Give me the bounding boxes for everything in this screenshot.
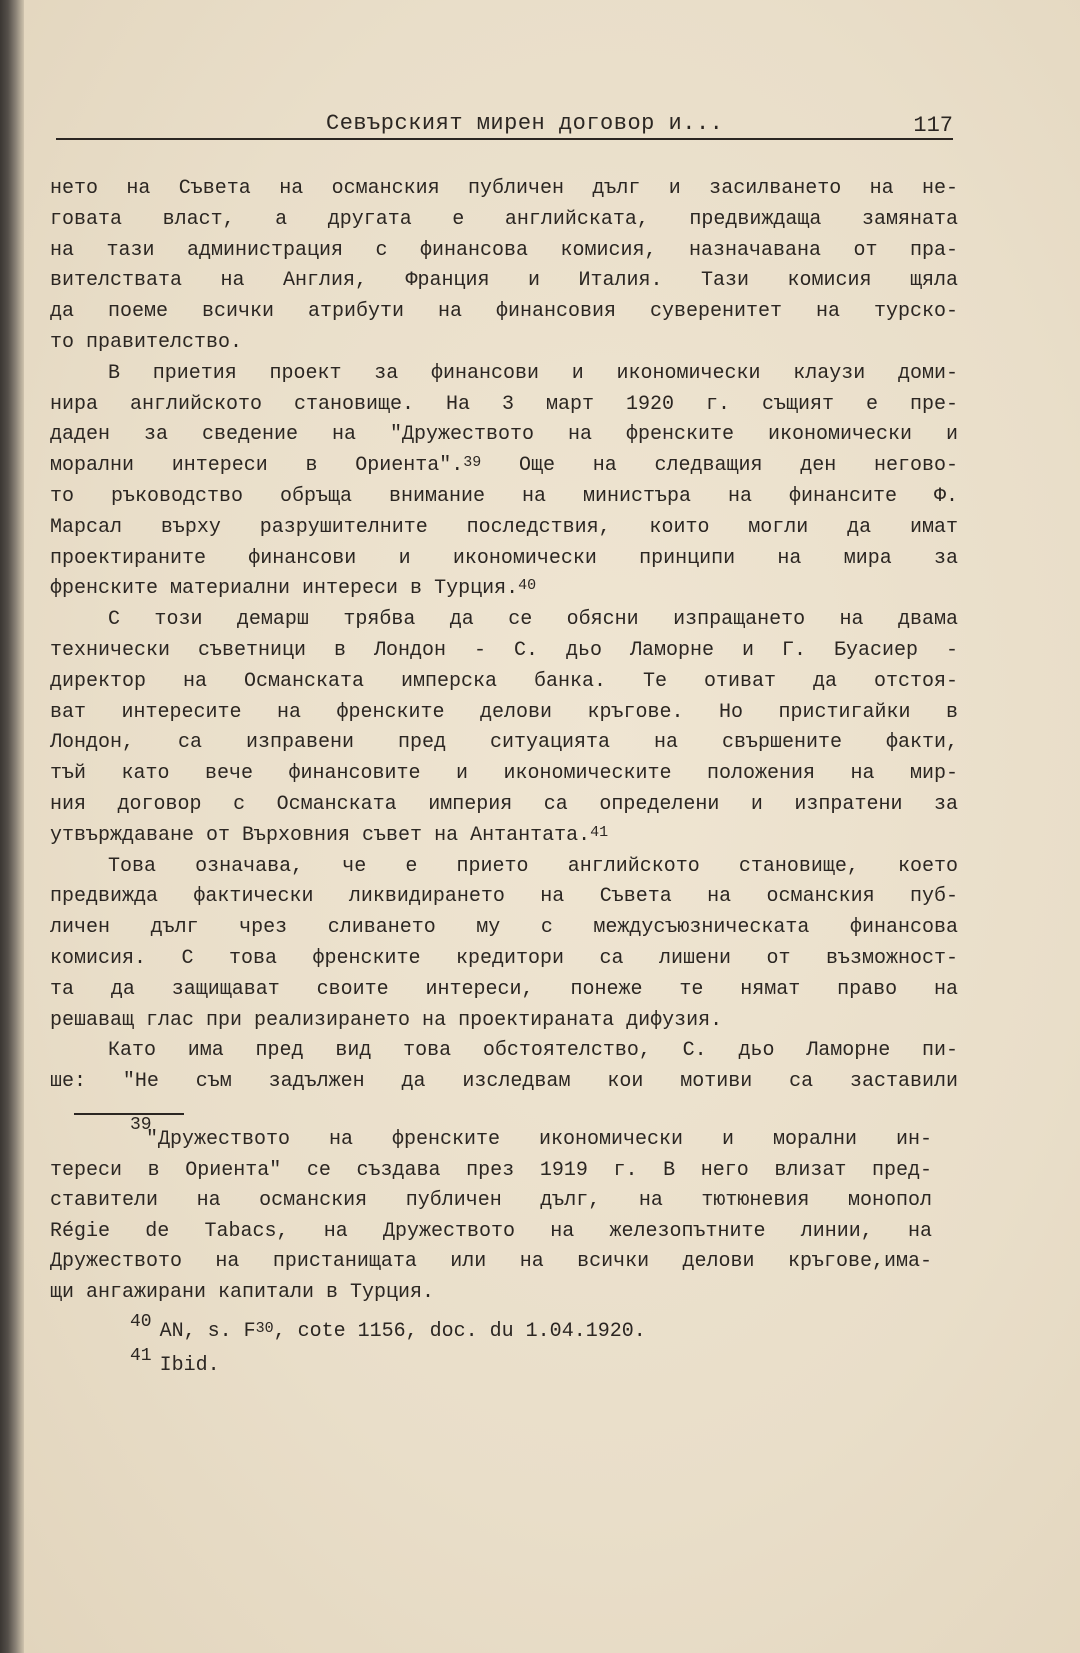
- body-line-text: утвърждаване от Върховния съвет на Антантата.: [50, 823, 591, 847]
- body-line-text: комисия. С това френските кредитори са лишени от възможност-: [50, 946, 958, 970]
- body-line: [50, 728, 958, 759]
- body-line-text: даден за сведение на "Дружеството на френските икономически и: [50, 423, 958, 447]
- body-line: [50, 759, 958, 790]
- body-line-text: то правителство.: [50, 330, 243, 354]
- body-line: [50, 790, 958, 821]
- body-line: [50, 328, 958, 359]
- page-header: [56, 110, 953, 140]
- footnote-39-line: Régie de Tabacs, на Дружеството на железопътните линии, на: [50, 1219, 932, 1243]
- footnotes: [50, 1115, 932, 1382]
- body-line-text: В приетия проект за финансови и икономически клаузи доми-: [108, 361, 958, 385]
- body-line-text: предвижда фактически ликвидирането на Съвета на османския пуб-: [50, 885, 958, 909]
- body-line: [50, 667, 958, 698]
- body-text: [50, 174, 958, 1098]
- body-line: [50, 420, 958, 451]
- body-line-text: ния договор с Османската империя са определени и изпратени за: [50, 792, 958, 816]
- footnote-41-text: Ibid.: [159, 1354, 220, 1377]
- body-line-text: личен дълг чрез сливането му с междусъюзническата финансова: [50, 916, 958, 940]
- body-line: [50, 482, 958, 513]
- body-line: [50, 636, 958, 667]
- body-line-text: С този демарш трябва да се обясни изпращането на двама: [108, 608, 958, 632]
- body-line: [50, 913, 958, 944]
- body-line-text: Лондон, са изправени пред ситуацията на свършените факти,: [50, 731, 958, 755]
- body-line-text: Това означава, че е прието английското становище, което: [108, 854, 958, 878]
- body-line: [50, 451, 958, 482]
- body-line-text: то ръководство обръща внимание на министъра на финансите Ф.: [50, 484, 958, 508]
- footnote-40: [50, 1312, 932, 1348]
- footnote-40-number: 40: [130, 1312, 152, 1332]
- book-page: [24, 0, 1080, 1653]
- body-line: [50, 821, 958, 852]
- body-line: [50, 544, 958, 575]
- footnote-39: [50, 1115, 932, 1308]
- body-line-text: технически съветници в Лондон - С. дьо Ламорне и Г. Буасиер -: [50, 638, 958, 662]
- body-line-text: френските материални интереси в Турция.: [50, 577, 519, 601]
- body-line-text: проектираните финансови и икономически принципи на мира за: [50, 546, 958, 570]
- footnote-39-line: тереси в Ориента" се създава през 1919 г. В него влизат пред-: [50, 1158, 932, 1182]
- body-line: [50, 236, 958, 267]
- body-line: [50, 605, 958, 636]
- book-spine-shadow: [0, 0, 24, 1653]
- body-line-text: говата власт, а другата е английската, предвиждаща замяната: [50, 207, 958, 231]
- body-line-text: Марсал върху разрушителните последствия, които могли да имат: [50, 515, 958, 539]
- body-line: [50, 297, 958, 328]
- body-line: [50, 359, 958, 390]
- body-line-text: ват интересите на френските делови кръгове. Но пристигайки в: [50, 700, 958, 724]
- body-line-text: морални интереси в Ориента".: [50, 454, 464, 478]
- body-line: [50, 390, 958, 421]
- body-line-text: на тази администрация с финансова комисия, назначавана от пра-: [50, 238, 958, 262]
- body-line-text: тъй като вече финансовите и икономическите положения на мир-: [50, 762, 958, 786]
- footnote-39-line: щи ангажирани капитали в Турция.: [50, 1280, 435, 1304]
- body-line-text: вителствата на Англия, Франция и Италия. Тази комисия щяла: [50, 269, 958, 293]
- body-line: [50, 852, 958, 883]
- body-line-text: да поеме всички атрибути на финансовия суверенитет на турско-: [50, 300, 958, 324]
- page-number: 117: [913, 113, 953, 138]
- body-line: [50, 975, 958, 1006]
- footnote-41-number: 41: [130, 1346, 152, 1366]
- body-line: [50, 1067, 958, 1098]
- footnote-40-text-after: , cote 1156, doc. du 1.04.1920.: [273, 1320, 646, 1343]
- body-line: [50, 174, 958, 205]
- footnote-40-text-before: AN, s. F: [159, 1320, 256, 1343]
- footnote-40-superscript: 30: [255, 1320, 274, 1337]
- body-line: [50, 698, 958, 729]
- body-line: [50, 1006, 958, 1037]
- body-line: [50, 513, 958, 544]
- body-line: [50, 266, 958, 297]
- body-line-text: ше: "Не съм задължен да изследвам кои мотиви са заставили: [50, 1070, 958, 1094]
- footnote-reference: 41: [590, 823, 609, 841]
- body-line: [50, 882, 958, 913]
- footnote-39-line: Дружеството на пристанищата или на всички делови кръгове,има-: [50, 1250, 932, 1273]
- body-line: [50, 1036, 958, 1067]
- body-line: [50, 205, 958, 236]
- body-line: [50, 944, 958, 975]
- footnote-41: [50, 1346, 932, 1382]
- running-title: Севърският мирен договор и...: [326, 111, 724, 136]
- footnote-39-number: 39: [130, 1115, 152, 1135]
- footnote-39-line: ставители на османския публичен дълг, на тютюневия монопол: [50, 1189, 932, 1212]
- body-line-text: та да защищават своите интереси, понеже те нямат право на: [50, 977, 958, 1001]
- body-line-text-after: Още на следващия ден негово-: [481, 454, 958, 478]
- body-line-text: Като има пред вид това обстоятелство, С. дьо Ламорне пи-: [108, 1039, 958, 1063]
- body-line-text: решаващ глас при реализирането на проектираната дифузия.: [50, 1008, 723, 1032]
- footnote-reference: 39: [463, 454, 482, 472]
- footnote-39-line: "Дружеството на френските икономически и морални ин-: [146, 1128, 932, 1151]
- body-line-text: директор на Османската имперска банка. Те отиват да отстоя-: [50, 669, 958, 693]
- body-line: [50, 574, 958, 605]
- body-line-text: нира английското становище. На 3 март 1920 г. същият е пре-: [50, 392, 958, 416]
- footnote-separator: [74, 1113, 184, 1115]
- footnote-reference: 40: [518, 577, 537, 595]
- body-line-text: нето на Съвета на османския публичен дълг и засилването на не-: [50, 177, 958, 200]
